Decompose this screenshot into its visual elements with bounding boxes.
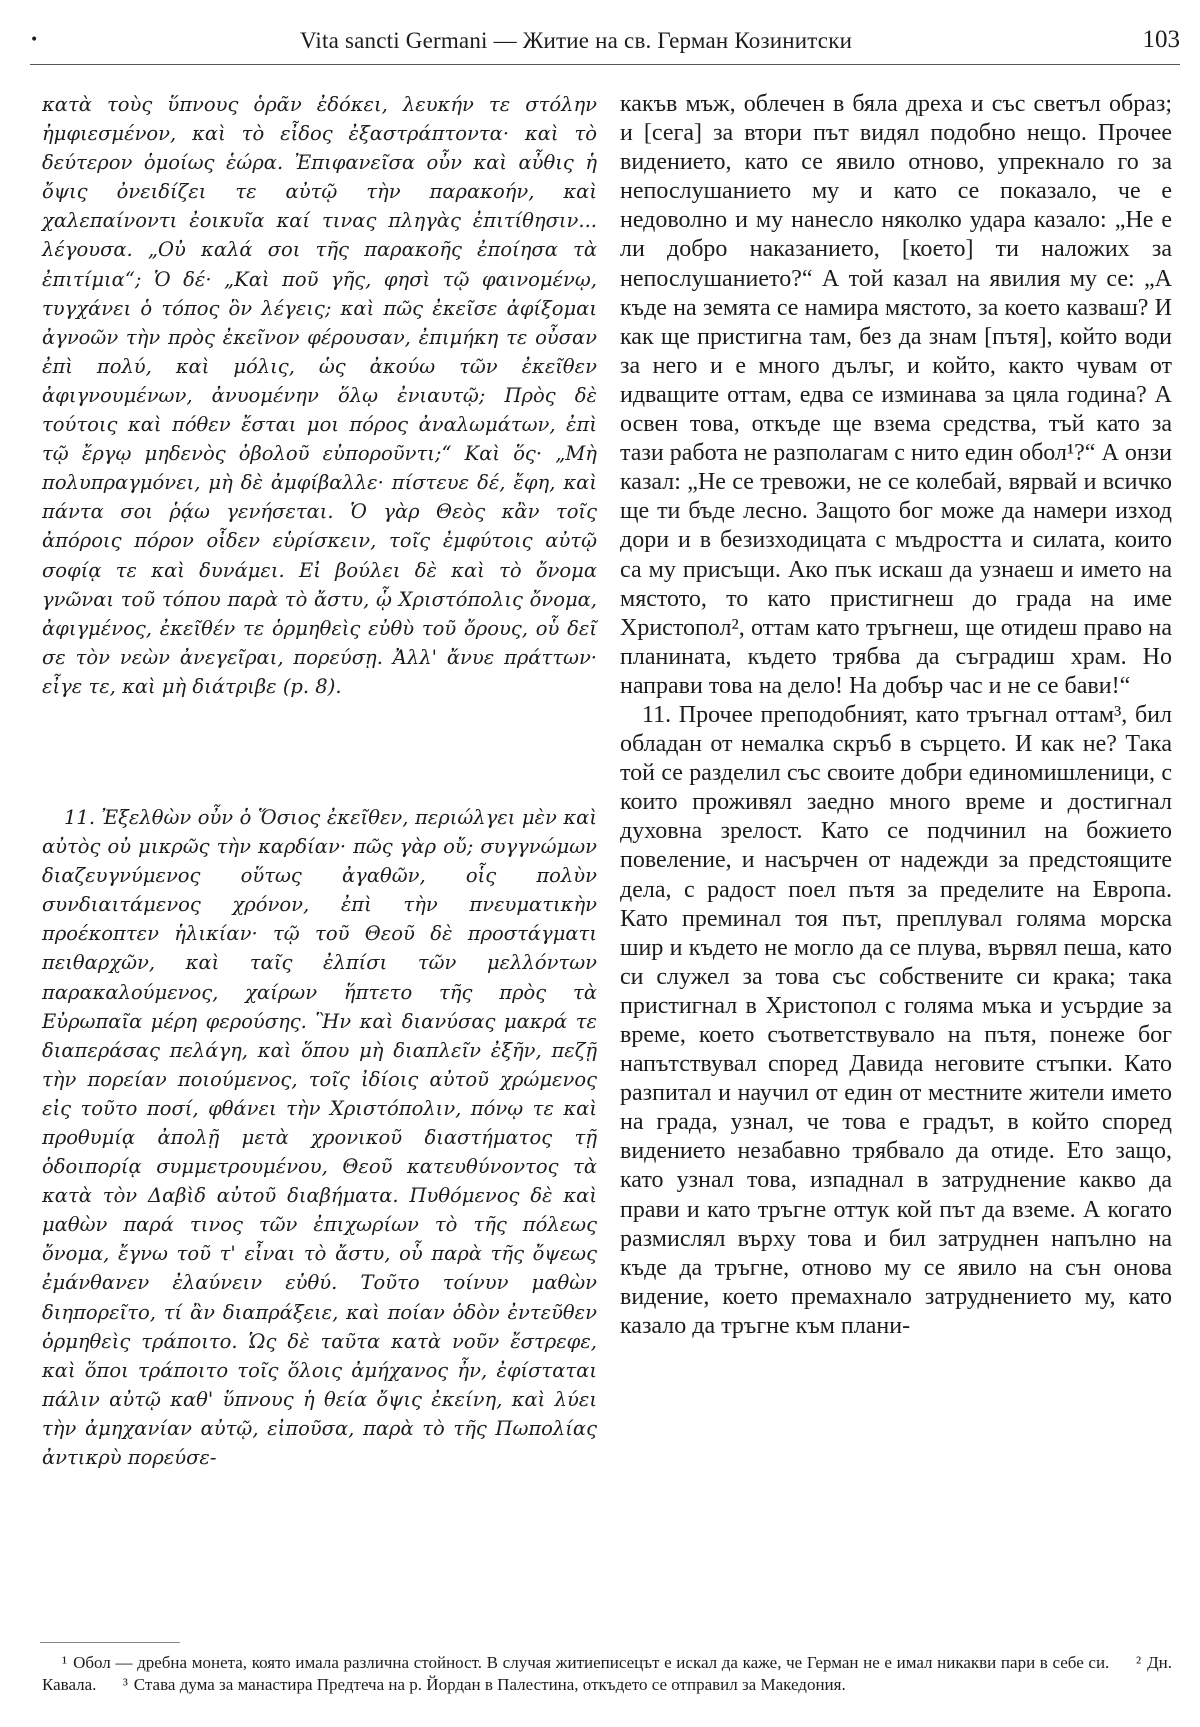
footnotes	[42, 1652, 1172, 1696]
footnote-text: Става дума за манастира Предтеча на р. Йордан в Палестина, откъдето се отправил за Македония.	[133, 1675, 846, 1694]
footnote-text: Дн. Кавала.	[42, 1653, 1173, 1694]
footnote-block	[42, 1652, 1172, 1696]
bulgarian-paragraph-11: 11. Прочее преподобният, като тръгнал оттам³, бил обладан от немалка скръб в сърцето. И как не? Така той се разделил със своите добри единомишленици, с които проживял заедно много време и достигнал духовна зрелост. Като се подчинил на божието повеление, и насърчен от надежди за предстоящите дела, с радост поел пътя за пределите на Европа. Като преминал тоя път, преплувал голяма морска шир и където не могло да се плува, вървял пеша, като си служел за това със собствените си крака; така пристигнал в Христопол с голяма мъка и усърдие за време, което съответствувало на пътя, понеже бог напътствувал според Давида неговите стъпки. Като разпитал и научил от един от местните жители името на града, узнал, че това е градът, в който според видението незабавно трябвало да отиде. Ето защо, като узнал това, изпаднал в затруднение какво да прави и като тръгне оттук кой път да вземе. А когато размислял върху това и бил затруднен напълно на къде да тръгне, отново му се явило на сън онова видение, което премахнало затруднението му, като казало да тръгне към плани-	[620, 701, 1172, 1339]
footnote-3	[123, 1675, 868, 1694]
column-gap	[42, 701, 597, 803]
header-mark: •	[30, 32, 39, 48]
header-rule	[30, 64, 1180, 65]
footnote-number: ¹	[62, 1653, 68, 1672]
bulgarian-text-column	[620, 90, 1172, 1341]
footnote-number: ³	[122, 1675, 128, 1694]
greek-paragraph-11: 11. Ἐξελθὼν οὖν ὁ Ὅσιος ἐκεῖθεν, περιώλγει μὲν καὶ αὐτὸς οὐ μικρῶς τὴν καρδίαν· πῶς γὰρ οὔ; συγγνώμων διαζευγνύμενος οὕτως ἀγαθῶν, οἷς πολὺν συνδιαιτάμενος χρόνον, ἐπὶ τὴν πνευματικὴν προέκοπτεν ἡλικίαν· τῷ τοῦ Θεοῦ δὲ προστάγματι πειθαρχῶν, καὶ ταῖς ἐλπίσι τῶν μελλόντων παρακαλούμενος, χαίρων ἥπτετο τῆς πρὸς τὰ Εὐρωπαῖα μέρη φερούσης. Ἣν καὶ διανύσας μακρά τε διαπεράσας πελάγη, καὶ ὅπου μὴ διαπλεῖν ἐξῆν, πεζῇ τὴν πορείαν ποιούμενος, τοῖς ἰδίοις αὐτοῦ χρώμενος εἰς τοῦτο ποσί, φθάνει τὴν Χριστόπολιν, πόνῳ τε καὶ προθυμίᾳ ἀπολῇ μετὰ χρονικοῦ διαστήματος τῇ ὁδοιπορίᾳ συμμετρουμένου, Θεοῦ κατευθύνοντος τὰ κατὰ τὸν Δαβὶδ αὐτοῦ διαβήματα. Πυθόμενος δὲ καὶ μαθὼν παρά τινος τῶν ἐπιχωρίων τὸ τῆς πόλεως ὄνομα, ἔγνω τοῦ τ' εἶναι τὸ ἄστυ, οὗ παρὰ τῆς ὄψεως ἐμάνθανεν ἐλαύνειν εὐθύ. Τοῦτο τοίνυν μαθὼν διηπορεῖτο, τί ἂν διαπράξειε, καὶ ποίαν ὁδὸν ἐντεῦθεν ὁρμηθεὶς τράποιτο. Ὡς δὲ ταῦτα κατὰ νοῦν ἔστρεφε, καὶ ὅποι τράποιτο τοῖς ὅλοις ἀμήχανος ἦν, ἐφίσταται πάλιν αὐτῷ καθ' ὕπνους ἡ θεία ὄψις ἐκείνη, καὶ λύει τὴν ἀμηχανίαν αὐτῷ, εἰποῦσα, παρὰ τὸ τῆς Πωπολίας ἀντικρὺ πορεύσε-	[42, 805, 597, 1470]
footnote-number: ²	[1135, 1653, 1142, 1672]
footnote-rule	[40, 1642, 180, 1643]
greek-paragraph-10: κατὰ τοὺς ὕπνους ὁρᾶν ἐδόκει, λευκήν τε στόλην ἠμφιεσμένον, καὶ τὸ εἶδος ἐξαστράπτοντα· καὶ τὸ δεύτερον ὁμοίως ἑώρα. Ἐπιφανεῖσα οὖν καὶ αὖθις ἡ ὄψις ὀνειδίζει τε αὐτῷ τὴν παρακοήν, καὶ χαλεπαίνοντι ἐοικυῖα καί τινας πληγὰς ἐπιτίθησιν... λέγουσα. „Οὐ καλά σοι τῆς παρακοῆς ἐποίησα τὰ ἐπιτίμια“; Ὁ δέ· „Καὶ ποῦ γῆς, φησὶ τῷ φαινομένῳ, τυγχάνει ὁ τόπος ὃν λέγεις; καὶ πῶς ἐκεῖσε ἀφίξομαι ἀγνοῶν τὴν πρὸς ἐκεῖνον φέρουσαν, ἐπιμήκη τε οὖσαν ἐπὶ πολύ, καὶ μόλις, ὡς ἀκούω τῶν ἐκεῖθεν ἀφιγνουμένων, ἀνυομένην ὅλῳ ἐνιαυτῷ; Πρὸς δὲ τούτοις καὶ πόθεν ἔσται μοι πόρος ἀναλωμάτων, ἐπὶ τῷ ἔργῳ μηδενὸς ὀβολοῦ εὐποροῦντι;“ Καὶ ὅς· „Μὴ πολυπραγμόνει, μὴ δὲ ἀμφίβαλλε· πίστευε δέ, ἔφη, καὶ πάντα σοι ῥᾴω γενήσεται. Ὁ γὰρ Θεὸς κἂν τοῖς ἀπόροις πόρον οἶδεν εὑρίσκειν, τοῖς ἐμφύτοις αὐτῷ σοφίᾳ τε καὶ δυνάμει. Εἰ βούλει δὲ καὶ τὸ ὄνομα γνῶναι τοῦ τόπου παρὰ τὸ ἄστυ, ᾧ Χριστόπολις ὄνομα, ἀφιγμένος, ἐκεῖθέν τε ὁρμηθεὶς εὐθὺ τοῦ ὄρους, οὗ δεῖ σε τὸν νεὼν ἀνεγεῖραι, πορεύσῃ. Ἀλλ' ἄνυε πράττων· εἶγε τε, καὶ μὴ διάτριβε (p. 8).	[42, 93, 597, 698]
footnote-1	[62, 1653, 1131, 1672]
running-title: Vita sancti Germani — Житие на св. Герман Козинитски	[300, 28, 853, 53]
footnote-text: Обол — дребна монета, която имала различна стойност. В случая житиеписецът е искал да каже, че Герман не е имал никакви пари в себе си.	[73, 1653, 1110, 1672]
page-number: 103	[1142, 26, 1180, 53]
running-header	[30, 24, 1180, 68]
greek-text-column	[42, 90, 597, 1472]
bulgarian-paragraph-10: какъв мъж, облечен в бяла дреха и със светъл образ; и [сега] за втори път видял подобно нещо. Прочее видението, като се явило отново, упрекнало го за непослушанието му и като се показало, че е недоволно и му нанесло няколко удара казало: „Не е ли добро наказанието, [което] ти наложих за непослушанието?“ А той казал на явилия му се: „А къде на земята се намира мястото, за което казваш? И как ще пристигна там, без да знам [пътя], който води за него и е много дълъг, и който, както чувам от идващите оттам, едва се изминава за цяла година? А освен това, откъде ще взема средства, тъй като за тази работа не разполагам с нито един обол¹?“ А онзи казал: „Не се тревожи, не се колебай, вярвай и всичко ще ти бъде лесно. Защото бог може да намери изход дори и в безизходицата с мъдростта и силата, които са му присъщи. Ако пък искаш да узнаеш и името на мястото, то като пристигнеш до града на име Христопол², оттам като тръгнеш, ще отидеш право на планината, където трябва да съградиш храм. Но направи това на дело! На добър час и не се бави!“	[620, 91, 1172, 699]
